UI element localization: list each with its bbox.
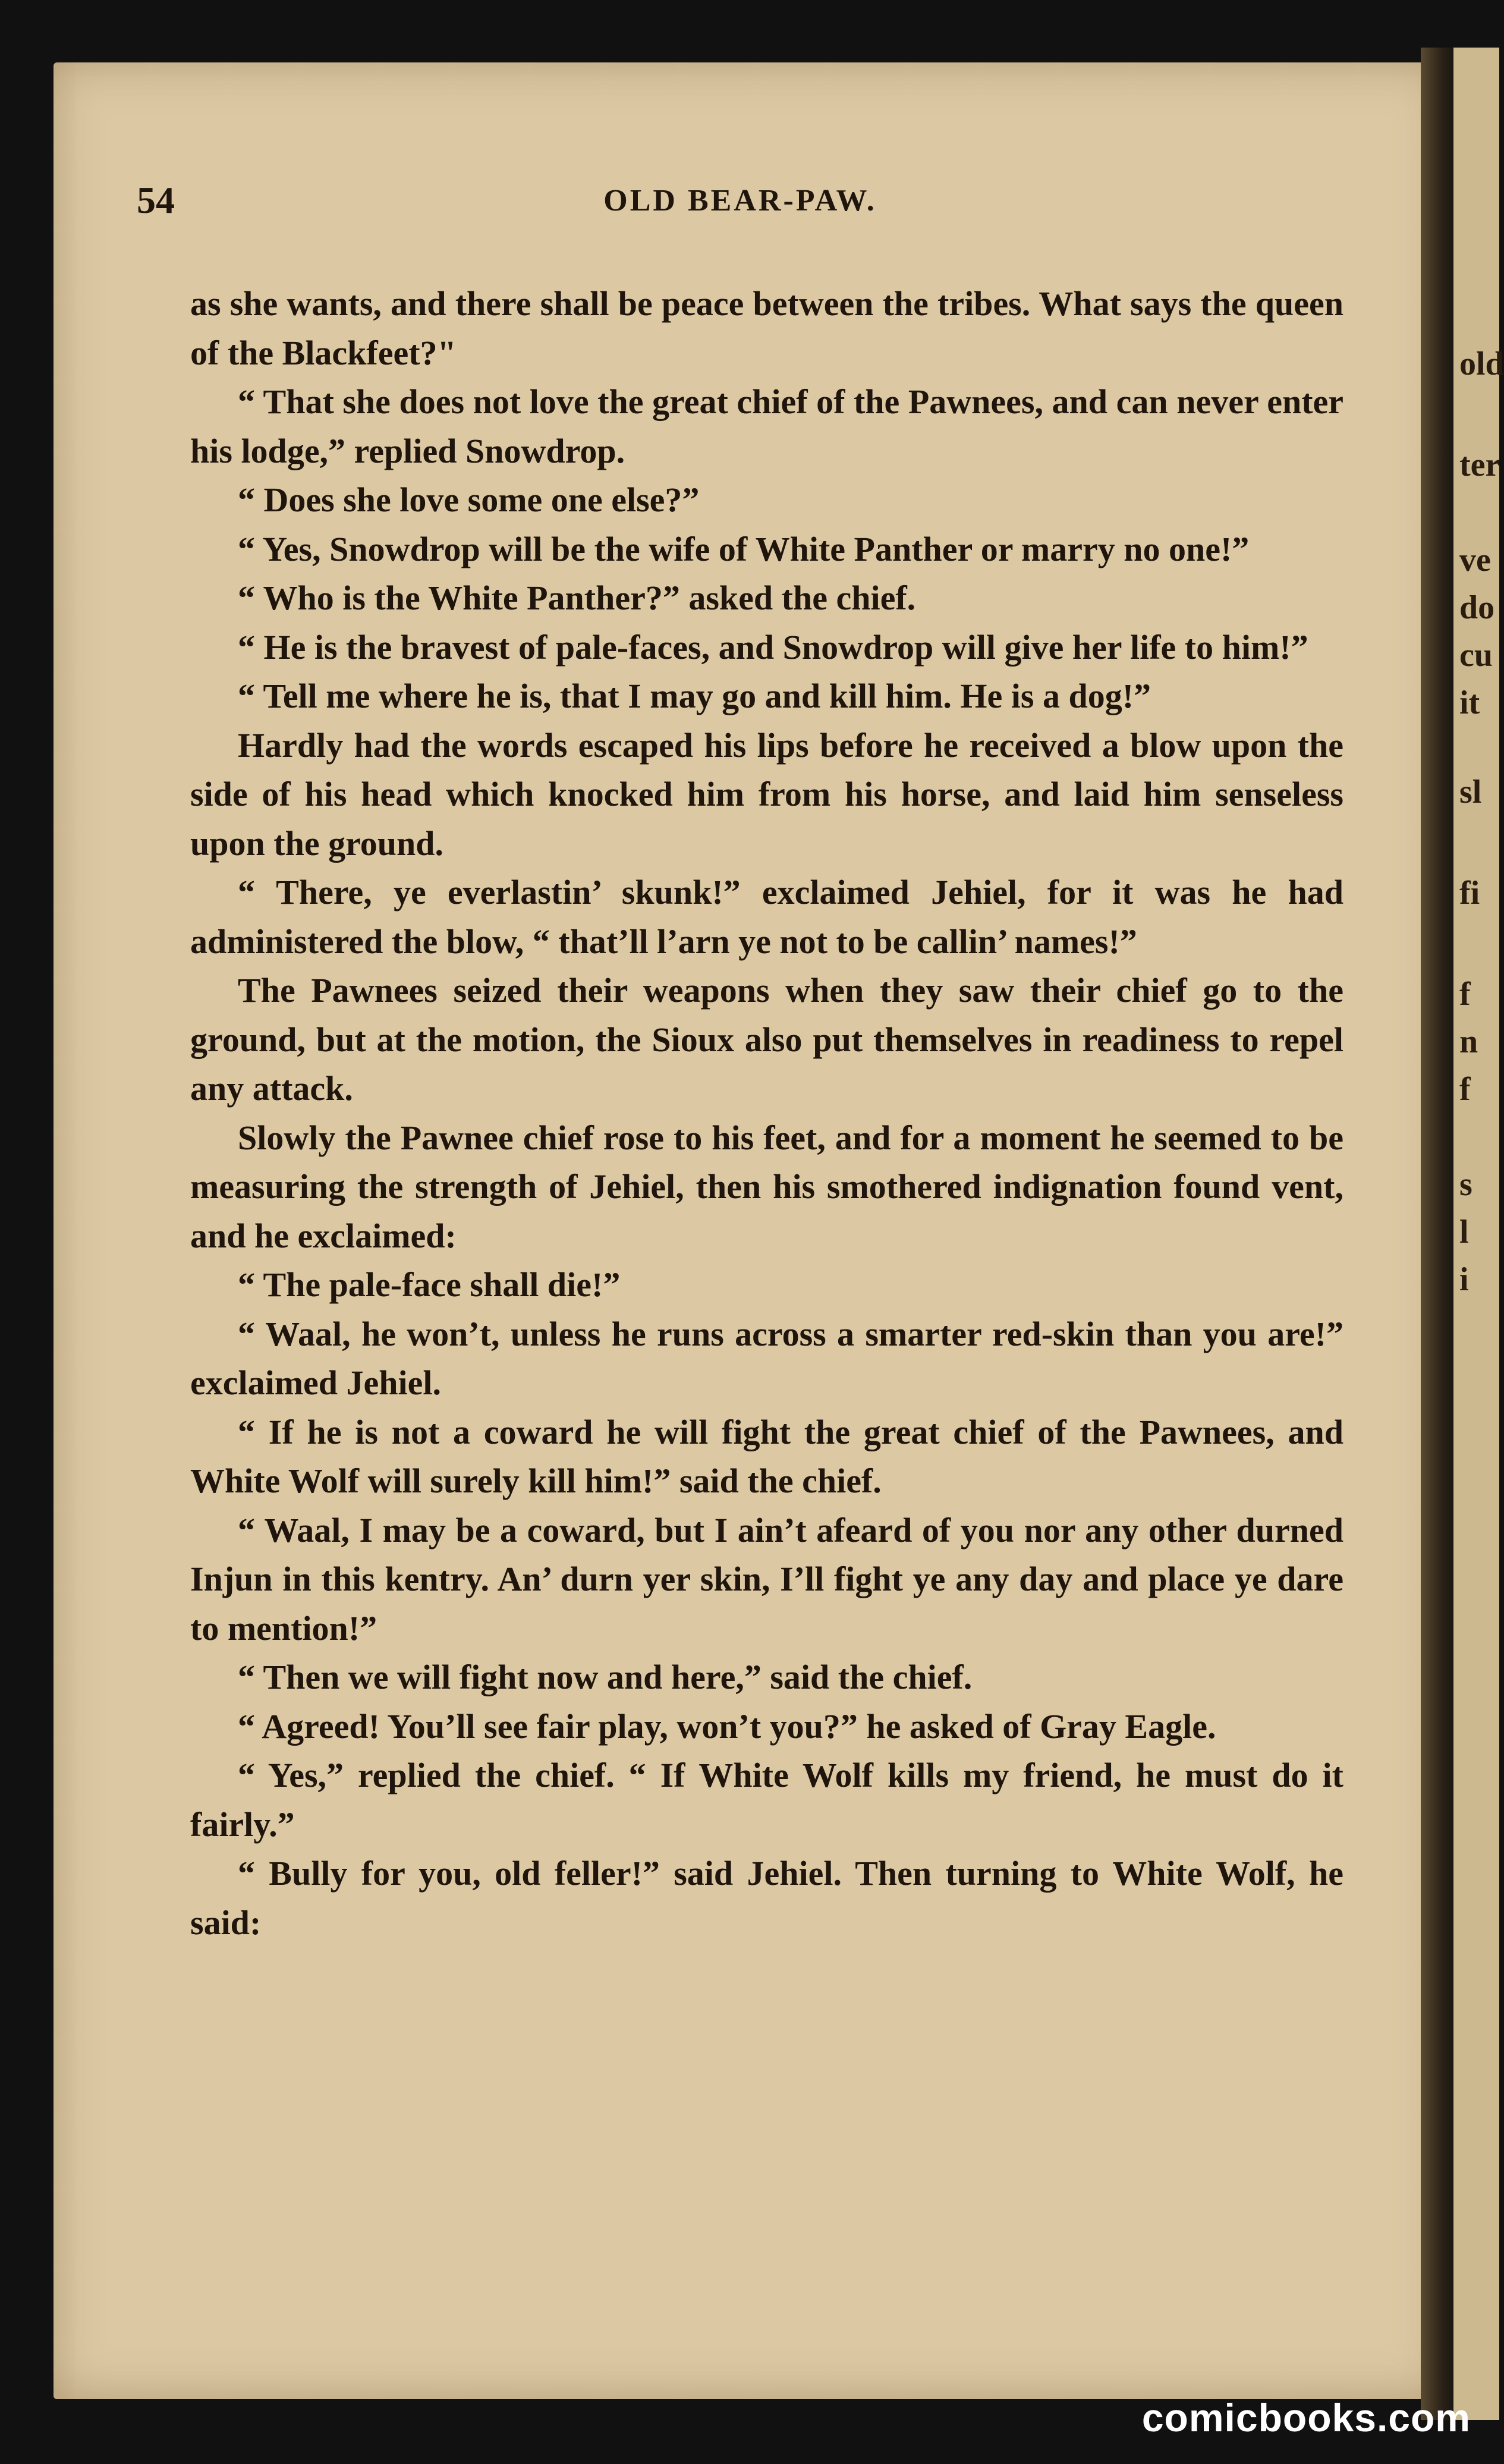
facing-page-fragment: f [1459,976,1471,1013]
book-gutter [1421,48,1456,2420]
paragraph: “ Then we will fight now and here,” said the chief. [238,1658,973,1696]
paragraph: “ Who is the White Panther?” asked the chief. [238,579,916,617]
page-header [137,178,1343,232]
site-watermark: comicbooks.com [1141,2396,1471,2440]
paragraph: “ Bully for you, old feller!” said Jehiel. Then turning to White Wolf, he said: [190,1854,1343,1942]
paragraph: as she wants, and there shall be peace between the tribes. What says the queen of the Blackfeet?" [190,284,1343,372]
paragraph: “ There, ye everlastin’ skunk!” exclaimed Jehiel, for it was he had administered the blow, “ that’ll l’arn ye not to be callin’ names!” [190,873,1343,961]
facing-page-fragment: ve [1459,542,1491,579]
page-number: 54 [137,179,175,221]
facing-page-fragment: sl [1459,774,1482,810]
facing-page-fragment: ter [1459,447,1500,483]
facing-page-fragment: n [1459,1023,1478,1060]
paragraph: “ If he is not a coward he will fight the great chief of the Pawnees, and White Wolf will surely kill him!” said the chief. [190,1412,1343,1500]
paragraph: The Pawnees seized their weapons when they saw their chief go to the ground, but at the motion, the Sioux also put themselves in readiness to repel any attack. [190,971,1343,1108]
facing-page-fragment: do [1459,589,1495,626]
paragraph: “ Does she love some one else?” [238,480,700,519]
facing-page-fragment: l [1459,1214,1469,1250]
facing-page-edge [1453,48,1504,2420]
facing-page-fragment: i [1459,1261,1469,1298]
paragraph: “ Yes, Snowdrop will be the wife of White Panther or marry no one!” [238,529,1250,568]
paragraph: “ Tell me where he is, that I may go and kill him. He is a dog!” [238,677,1151,715]
facing-page-fragment: it [1459,684,1480,721]
facing-page-fragment: fi [1459,875,1480,912]
paragraph: “ Agreed! You’ll see fair play, won’t you?” he asked of Gray Eagle. [238,1706,1216,1746]
paragraph: “ That she does not love the great chief of the Pawnees, and can never enter his lodge,” replied Snowdrop. [190,382,1343,470]
paragraph: “ Waal, he won’t, unless he runs across a smarter red-skin than you are!” exclaimed Jehiel. [190,1314,1343,1402]
paragraph: Slowly the Pawnee chief rose to his feet, and for a moment he seemed to be measuring the strength of Jehiel, then his smothered indignation found vent, and he exclaimed: [190,1118,1343,1255]
paragraph: “ The pale-face shall die!” [238,1265,621,1304]
paragraph: “ Yes,” replied the chief. “ If White Wolf kills my friend, he must do it fairly.” [190,1756,1343,1844]
facing-page-fragment: s [1459,1166,1472,1203]
body-text [190,279,1343,1947]
running-title: OLD BEAR-PAW. [603,184,877,218]
facing-page-fragment: old [1459,345,1504,382]
paragraph: Hardly had the words escaped his lips before he received a blow upon the side of his head which knocked him from his horse, and laid him senseless upon the ground. [190,725,1343,863]
facing-page-fragment: cu [1459,637,1493,674]
facing-page-fragment: f [1459,1071,1471,1108]
paragraph: “ He is the bravest of pale-faces, and Snowdrop will give her life to him!” [238,627,1308,667]
paragraph: “ Waal, I may be a coward, but I ain’t afeard of you nor any other durned Injun in this kentry. An’ durn yer skin, I’ll fight ye any day and place ye dare to mention!” [190,1510,1343,1648]
